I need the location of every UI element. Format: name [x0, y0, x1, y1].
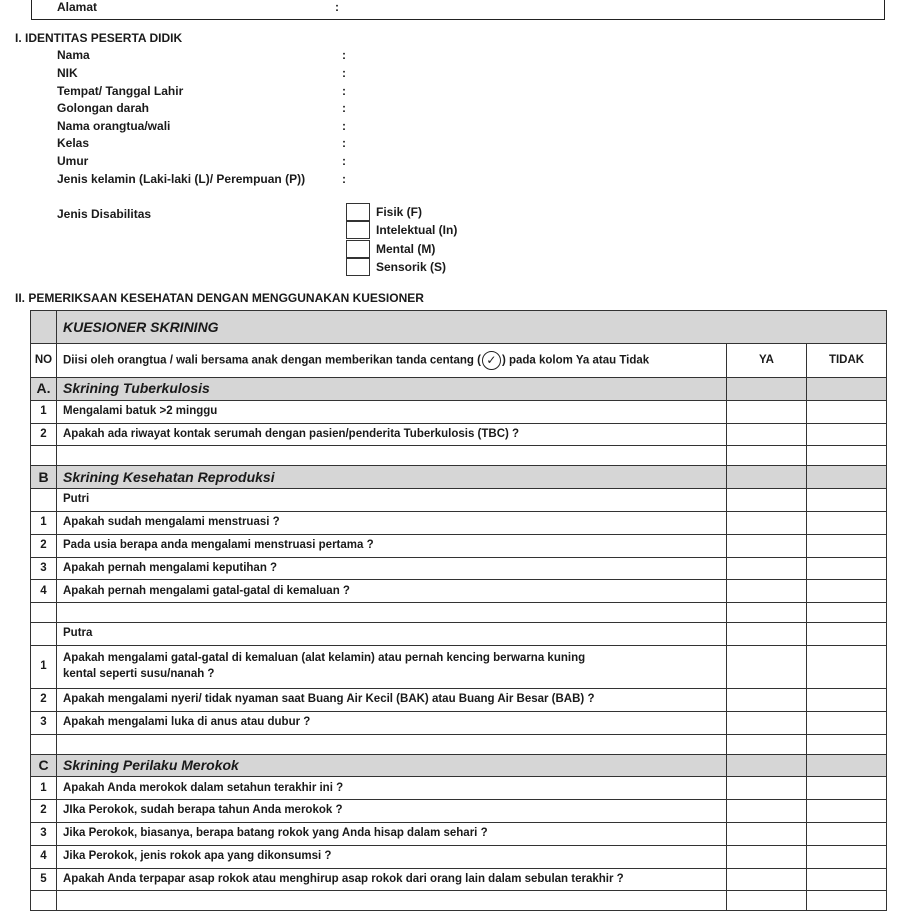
answer-ya-cell[interactable]	[727, 822, 807, 845]
field-colon: :	[342, 48, 346, 62]
question-text: Apakah ada riwayat kontak serumah dengan pasien/penderita Tuberkulosis (TBC) ?	[57, 423, 727, 446]
table-row	[31, 400, 887, 423]
answer-ya-cell[interactable]	[727, 800, 807, 823]
row-number: 1	[31, 511, 57, 534]
row-number: 2	[31, 688, 57, 711]
question-text: Mengalami batuk >2 minggu	[57, 400, 727, 423]
answer-tidak-cell[interactable]	[807, 580, 887, 603]
blank-row	[31, 734, 887, 754]
header-ya: YA	[727, 344, 807, 378]
field-colon: :	[342, 172, 346, 186]
section-row-a	[31, 378, 887, 401]
question-text: JIka Perokok, sudah berapa tahun Anda merokok ?	[57, 800, 727, 823]
address-box	[31, 0, 885, 20]
row-number: 2	[31, 423, 57, 446]
answer-ya-cell[interactable]	[727, 580, 807, 603]
blank-row	[31, 446, 887, 466]
section-code: B	[31, 466, 57, 489]
checkbox-mental[interactable]	[346, 240, 370, 258]
question-text: Apakah mengalami luka di anus atau dubur ?	[57, 711, 727, 734]
subheader-putra: Putra	[57, 623, 727, 646]
table-header-row	[31, 344, 887, 378]
answer-ya-cell[interactable]	[727, 688, 807, 711]
answer-tidak-cell[interactable]	[807, 400, 887, 423]
table-row	[31, 711, 887, 734]
answer-tidak-cell[interactable]	[807, 688, 887, 711]
field-colon: :	[342, 101, 346, 115]
table-row	[31, 688, 887, 711]
table-row	[31, 580, 887, 603]
answer-tidak-cell[interactable]	[807, 777, 887, 800]
header-instruction: Diisi oleh orangtua / wali bersama anak dengan memberikan tanda centang ( ✓ ) pada kolom Ya atau Tidak	[57, 344, 727, 378]
header-tidak: TIDAK	[807, 344, 887, 378]
answer-ya-cell[interactable]	[727, 868, 807, 891]
answer-tidak-cell[interactable]	[807, 845, 887, 868]
questionnaire-table	[30, 310, 887, 911]
subheader-row-putri	[31, 489, 887, 512]
question-text: Pada usia berapa anda mengalami menstruasi pertama ?	[57, 534, 727, 557]
checkbox-label-intelektual: Intelektual (In)	[376, 223, 458, 237]
answer-ya-cell[interactable]	[727, 845, 807, 868]
checkbox-sensorik[interactable]	[346, 258, 370, 276]
answer-ya-cell[interactable]	[727, 534, 807, 557]
question-text: Apakah pernah mengalami keputihan ?	[57, 557, 727, 580]
row-number: 4	[31, 845, 57, 868]
checkbox-label-sensorik: Sensorik (S)	[376, 260, 447, 274]
answer-tidak-cell[interactable]	[807, 645, 887, 688]
checkbox-label-mental: Mental (M)	[376, 242, 436, 256]
section1-title: I. IDENTITAS PESERTA DIDIK	[15, 31, 183, 45]
answer-tidak-cell[interactable]	[807, 557, 887, 580]
field-colon: :	[342, 84, 346, 98]
field-label-jenis-kelamin: Jenis kelamin (Laki-laki (L)/ Perempuan (P))	[57, 172, 306, 186]
header-no: NO	[31, 344, 57, 378]
answer-ya-cell[interactable]	[727, 423, 807, 446]
field-label-umur: Umur	[57, 154, 89, 168]
table-row	[31, 777, 887, 800]
table-row	[31, 822, 887, 845]
table-row	[31, 534, 887, 557]
section-row-c	[31, 754, 887, 777]
answer-ya-cell[interactable]	[727, 645, 807, 688]
field-colon: :	[342, 136, 346, 150]
answer-tidak-cell[interactable]	[807, 800, 887, 823]
row-number: 3	[31, 557, 57, 580]
answer-tidak-cell[interactable]	[807, 511, 887, 534]
section-title: Skrining Tuberkulosis	[57, 378, 727, 401]
answer-tidak-cell[interactable]	[807, 822, 887, 845]
section-row-b	[31, 466, 887, 489]
row-number: 2	[31, 534, 57, 557]
answer-ya-cell[interactable]	[727, 711, 807, 734]
field-label-nik: NIK	[57, 66, 78, 80]
blank-row	[31, 603, 887, 623]
section-code: C	[31, 754, 57, 777]
checkmark-icon: ✓	[482, 351, 501, 370]
answer-ya-cell[interactable]	[727, 777, 807, 800]
row-number: 1	[31, 400, 57, 423]
answer-ya-cell[interactable]	[727, 400, 807, 423]
field-label-golongan-darah: Golongan darah	[57, 101, 150, 115]
section-title: Skrining Perilaku Merokok	[57, 754, 727, 777]
answer-tidak-cell[interactable]	[807, 711, 887, 734]
checkbox-fisik[interactable]	[346, 203, 370, 221]
field-label-nama-orangtua: Nama orangtua/wali	[57, 119, 171, 133]
blank-row	[31, 891, 887, 911]
row-number: 3	[31, 711, 57, 734]
table-title-row	[31, 311, 887, 344]
row-number: 4	[31, 580, 57, 603]
row-number: 1	[31, 645, 57, 688]
checkbox-intelektual[interactable]	[346, 221, 370, 239]
question-text: Jika Perokok, biasanya, berapa batang rokok yang Anda hisap dalam sehari ?	[57, 822, 727, 845]
row-number: 3	[31, 822, 57, 845]
subheader-putri: Putri	[57, 489, 727, 512]
question-text: Jika Perokok, jenis rokok apa yang dikonsumsi ?	[57, 845, 727, 868]
disability-label: Jenis Disabilitas	[57, 207, 152, 221]
section-title: Skrining Kesehatan Reproduksi	[57, 466, 727, 489]
subheader-row-putra	[31, 623, 887, 646]
answer-ya-cell[interactable]	[727, 511, 807, 534]
question-text: Apakah pernah mengalami gatal-gatal di kemaluan ?	[57, 580, 727, 603]
table-row	[31, 557, 887, 580]
section2-title: II. PEMERIKSAAN KESEHATAN DENGAN MENGGUNAKAN KUESIONER	[15, 291, 424, 305]
question-text: Apakah mengalami gatal-gatal di kemaluan (alat kelamin) atau pernah kencing berwarna kuning kental seperti susu/nanah ?	[57, 645, 727, 688]
field-colon: :	[342, 154, 346, 168]
table-row	[31, 645, 887, 688]
table-row	[31, 511, 887, 534]
question-text: Apakah Anda merokok dalam setahun terakhir ini ?	[57, 777, 727, 800]
answer-tidak-cell[interactable]	[807, 868, 887, 891]
field-label-nama: Nama	[57, 48, 90, 62]
answer-tidak-cell[interactable]	[807, 423, 887, 446]
alamat-label: Alamat	[57, 0, 98, 14]
field-label-kelas: Kelas	[57, 136, 90, 150]
question-text: Apakah Anda terpapar asap rokok atau menghirup asap rokok dari orang lain dalam sebulan terakhir ?	[57, 868, 727, 891]
table-row	[31, 845, 887, 868]
answer-tidak-cell[interactable]	[807, 534, 887, 557]
table-row	[31, 423, 887, 446]
alamat-colon: :	[335, 0, 339, 14]
field-colon: :	[342, 119, 346, 133]
table-row	[31, 800, 887, 823]
table-title: KUESIONER SKRINING	[57, 311, 887, 344]
question-text: Apakah sudah mengalami menstruasi ?	[57, 511, 727, 534]
field-label-tempat-tanggal-lahir: Tempat/ Tanggal Lahir	[57, 84, 184, 98]
row-number: 2	[31, 800, 57, 823]
row-number: 5	[31, 868, 57, 891]
table-row	[31, 868, 887, 891]
checkbox-label-fisik: Fisik (F)	[376, 205, 423, 219]
answer-ya-cell[interactable]	[727, 557, 807, 580]
question-text: Apakah mengalami nyeri/ tidak nyaman saat Buang Air Kecil (BAK) atau Buang Air Besar (BAB) ?	[57, 688, 727, 711]
section-code: A.	[31, 378, 57, 401]
row-number: 1	[31, 777, 57, 800]
field-colon: :	[342, 66, 346, 80]
